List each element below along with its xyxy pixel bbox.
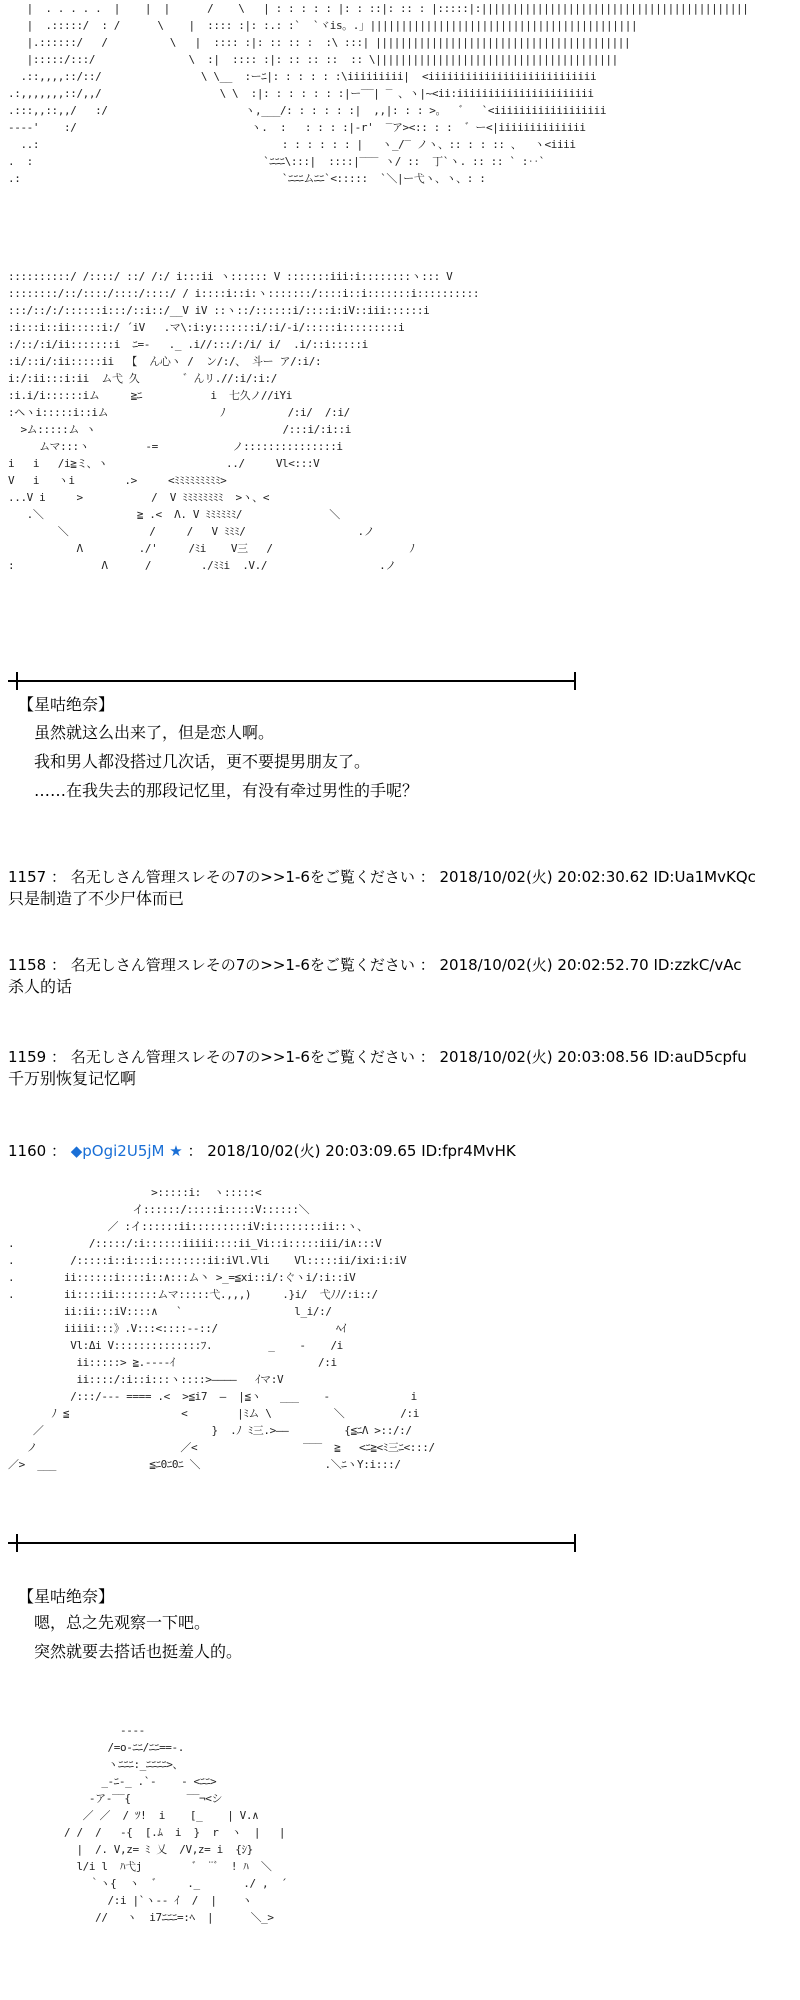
dialogue-line: 我和男人都没搭过几次话，更不要提男朋友了。: [34, 752, 371, 771]
divider: [8, 670, 584, 692]
post-body: 千万别恢复记忆啊: [8, 1069, 137, 1088]
ascii-art-top: | . . . . . | | | / \ | : : : : : |: : ::|: :: : |:::::|:||||||||||||||||||||||||||||||||||||||||||| | .:::::/ : / \ | :::: :|: :.: :` `ヾis。.」||||||||||||||||||||||||||||||||||||||||||| |.::::::/ / \ | :::: :|: :: :: : :\ :::| ||||||||||||||||||||||||||||||||||||||||| |:::::/:::/ \ :| :::: :|: :: :: :: :: \||||||||||||||||||||||||||||||||||||||| .::,,,,::/::/ \ \__ :ーﾆ|: : : : : :\iiiiiiiii| <iiiiiiiiiiiiiiiiiiiiiiiiiii .:,,,,,,,::/,,/ \ \ :|: : : : : : :|ー‾‾| ‾ 、ヽ|~<ii:iiiiiiiiiiiiiiiiiiiiii .:::,,::,,/ :/ ヽ,___/: : : : : :| ,,|: : : >。 ゛ `<iiiiiiiiiiiiiiiiii ---‐' :/ ヽ. : : : : :|‐r' ‾ア><:: : : ゛ー<|iiiiiiiiiiiiii ..: : : : : : : | ヽ_/‾ ノヽ、:: : : :: 、 ヽ<iiii . : `ﾆﾆﾆ\:::| ::::|‾‾‾ ヽ/ :: 丁`ヽ. :: :: ` :‥` .: `ﾆﾆﾆムﾆﾆ`<::::: `＼|ー弋ヽ、ヽ、: :: [8, 2, 749, 185]
post-header: 1158 ： 名无しさん管理スレその7の>>1-6をご覧ください ： 2018/10/02(火) 20:02:52.70 ID:zzkC/vAc: [8, 956, 742, 974]
dialogue-text: [34, 718, 418, 805]
post-body: 只是制造了不少尸体而已: [8, 889, 185, 908]
post-date: 2018/10/02(火) 20:03:08.56: [439, 1048, 649, 1066]
post-author: 名无しさん管理スレその7の>>1-6をご覧ください: [70, 956, 415, 974]
post-date: 2018/10/02(火) 20:02:52.70: [439, 956, 649, 974]
post-body: 杀人的话: [8, 977, 73, 996]
ascii-art-character: ::::::::::/ /::::/ ::/ /:/ i:::ii ヽ:::::: V :::::::iii:i::::::::ヽ::: V ::::::::/::/::::/::::/::::/ / i::::i::i:ヽ:::::::/::::i::i:::::::i:::::::::: :::/::/:/::::::i:::/::i::/__V iV ::ヽ::/::::::i/::::i:iV::iii::::::i :i:::i::ii:::::i:/ ´iV .マ\:i:y:::::::i/:i/‐i/:::::i:::::::::i :/::/:i/ii:::::::i ﾆ=- ._ .i//:::/:/i/ i/ .i/::i:::::i :i/::i/:ii:::::ii 【 ん心ヽ / ン/:/、 斗ー ア/:i/: i:/:ii:::i:ii ム弋 久 ゛んリ.//:i/:i:/ :i.i/i::::::iム ≧ﾆ i 七久ノ//iYi :ヘヽi:::::i::iム ﾉ /:i/ /:i/ >ム:::::ム ヽ /:::i/:i::i ムマ:::ヽ -= ノ:::::::::::::::i i i /i≧ミ、ヽ ../ Vl<:::V V i ヽi .> <ﾐﾐﾐﾐﾐﾐﾐﾐﾐ> ...V i > / V ﾐﾐﾐﾐﾐﾐﾐﾐ >ヽ、< .＼ ≧ .< Λ. V ﾐﾐﾐﾐﾐﾐ/ ＼ ＼ / / V ﾐﾐﾐ/ .ノ Λ ./' /ﾐi V三 / ﾉ : Λ / ./ﾐﾐi .V./ .ノ: [8, 270, 480, 572]
post-header: 1159 ： 名无しさん管理スレその7の>>1-6をご覧ください ： 2018/10/02(火) 20:03:08.56 ID:auD5cpfu: [8, 1048, 747, 1066]
post-author-trip[interactable]: ◆pOgi2U5jM ★: [70, 1142, 183, 1160]
speaker-name: 【星咕绝奈】: [18, 695, 115, 714]
post-number: 1157: [8, 868, 47, 886]
post-id: ID:zzkC/vAc: [653, 956, 742, 974]
post-author: 名无しさん管理スレその7の>>1-6をご覧ください: [70, 1048, 415, 1066]
post-date: 2018/10/02(火) 20:02:30.62: [439, 868, 649, 886]
ascii-art-character: ‐‐‐‐ /=o‐ﾆﾆ/ﾆﾆ==‐. ヽﾆﾆﾆ:_ﾆﾆﾆﾆ>、 _‐ﾆ‐_ .`‐ ‐ <ﾆﾆ> ‐ア‐‾‾{ ‾‾¬<シ ／ ／ / ﾂ! i [_ | V.∧ / / / ‐{ [.ﾑ i } r ヽ | | | /. V,z= ﾐ 乂 /V,z= i {ｼ} l/i l ﾊ弋j ゛ ¨ﾞ ! ﾊ ＼ ｀ヽ{ ヽ ゛ ._ ./ , ´ /:i |`ヽ‐‐ ｲ / | ヽ // ヽ i7ﾆﾆﾆ=:ﾍ | ＼_>: [64, 1724, 287, 1924]
dialogue-line: 虽然就这么出来了，但是恋人啊。: [34, 723, 275, 742]
post-number: 1159: [8, 1048, 47, 1066]
post-date: 2018/10/02(火) 20:03:09.65: [207, 1142, 417, 1160]
post-header: 1160 ： ◆pOgi2U5jM ★ ： 2018/10/02(火) 20:03:09.65 ID:fpr4MvHK: [8, 1142, 516, 1160]
post-id: ID:fpr4MvHK: [421, 1142, 516, 1160]
speaker-name: 【星咕绝奈】: [18, 1587, 115, 1606]
post-id: ID:Ua1MvKQc: [653, 868, 756, 886]
dialogue-line: ……在我失去的那段记忆里，有没有牵过男性的手呢？: [34, 781, 419, 800]
post-id: ID:auD5cpfu: [653, 1048, 747, 1066]
post-header: 1157 ： 名无しさん管理スレその7の>>1-6をご覧ください ： 2018/10/02(火) 20:02:30.62 ID:Ua1MvKQc: [8, 868, 756, 886]
post-author: 名无しさん管理スレその7の>>1-6をご覧ください: [70, 868, 415, 886]
ascii-art-character: >:::::i: ヽ:::::< イ::::::/:::::i:::::V::::::＼ ／ :イ::::::ii:::::::::iV:i::::::::ii::ヽ、 . /:::::/:i::::::iiiii::::ii_Vi::i:::::iii/i∧:::V . /:::::i::i:::i::::::::ii:iVl.Vli Vl:::::ii/ixi:i:iV . ii::::::i::::i::∧:::ム丶 >_=≦xi::i/:ぐヽi/:i::iV . ii::::ii:::::::ムマ:::::弋.,,,) .}i/ 弋ﾉﾉ/:i::/ ii:ii:::iV::::∧ ` l_i/:/ iiiii:::》.V:::<::::--::/ ﾍｲ Vl:Δi V::::::::::::::ﾌ. _ - /i ii:::::> ≧.----ｲ /:i ii::::/:i::i:::ヽ::::>―――― ｲマ:V /:::/--- ==== .< >≦i7 ― |≦ヽ ___ ‐ i ﾉ ≦ < |ﾐム \ ＼ /:i ／ } .ﾉ ﾐ三.>―― {≦ﾆΛ >::/:/ ノ ／< ‾‾‾ ≧ <ﾆ≧<ﾐ三ﾆ<:::/ ／> ___ ≦ﾆ0ﾆ0ﾆ ＼ .＼ﾆヽY:i:::/: [8, 1186, 435, 1471]
post-number: 1158: [8, 956, 47, 974]
divider: [8, 1532, 584, 1554]
dialogue-line: 突然就要去搭话也挺羞人的。: [34, 1642, 243, 1661]
post-number: 1160: [8, 1142, 47, 1160]
dialogue-line: 嗯，总之先观察一下吧。: [34, 1613, 211, 1632]
dialogue-text: [34, 1608, 242, 1666]
